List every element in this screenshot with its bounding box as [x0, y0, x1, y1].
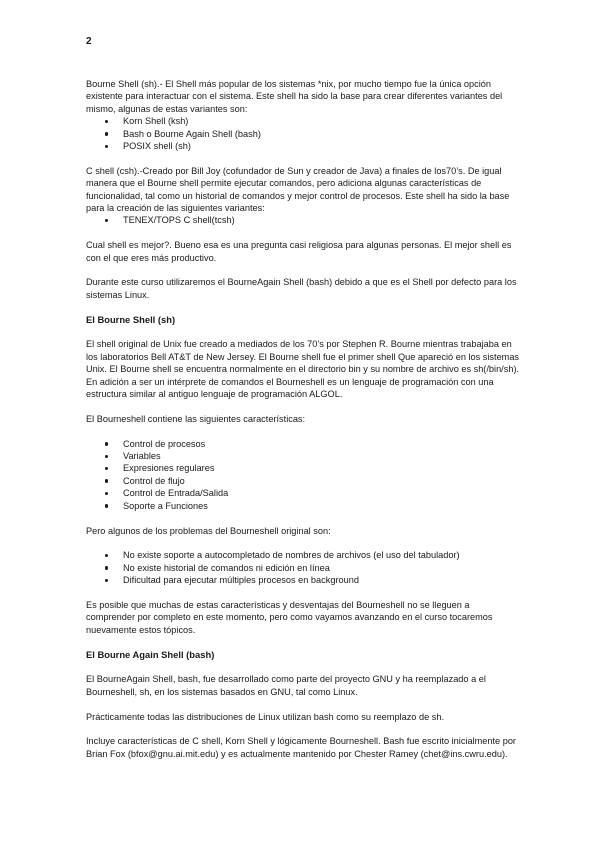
list-item: Control de flujo [123, 475, 520, 487]
course-note-paragraph: Durante este curso utilizaremos el BourneAgain Shell (bash) debido a que es el Shell por defecto para los sistemas Linux. [86, 277, 517, 300]
csh-variants-list [86, 214, 520, 226]
problems-intro: Pero algunos de los problemas del Bourneshell original son: [86, 525, 331, 536]
csh-intro-paragraph: C shell (csh).-Creado por Bill Joy (cofundador de Sun y creador de Java) a finales de los70’s. De igual manera que el Bourne shell permite ejecutar comandos, pero adiciona algunas características de funcionalidad, tal como un historial de comandos y mejor control de procesos. Este shell ha sido la base para la creación de las siguientes variantes: [86, 165, 510, 214]
bourne-paragraph: El shell original de Unix fue creado a mediados de los 70’s por Stephen R. Bourne mientras trabajaba en los laboratorios Bell AT&T de New Jersey. El Bourne shell fue el primer shell Que apareció en los sistemas Unix. El Bourne shell se encuentra normalmente en el directorio bin y su nombre de archivo es sh(/bin/sh). En adición a ser un intérprete de comandos el Bourneshell es un lenguaje de programación con una estructura similar al antiguo lenguaje de programación ALGOL. [86, 339, 520, 400]
which-best-paragraph: Cual shell es mejor?. Bueno esa es una pregunta casi religiosa para algunas personas. El mejor shell es con el que eres más productivo. [86, 240, 512, 263]
list-item: Dificultad para ejecutar múltiples procesos en background [123, 574, 520, 586]
page-number: 2 [86, 36, 92, 47]
list-item: POSIX shell (sh) [123, 140, 520, 152]
list-item: Expresiones regulares [123, 462, 520, 474]
list-item: TENEX/TOPS C shell(tcsh) [123, 214, 520, 226]
bourne-heading: El Bourne Shell (sh) [86, 313, 176, 325]
list-item: Bash o Bourne Again Shell (bash) [123, 128, 520, 140]
bash-heading: El Bourne Again Shell (bash) [86, 648, 215, 660]
list-item: Control de Entrada/Salida [123, 487, 520, 499]
list-item: Korn Shell (ksh) [123, 115, 520, 127]
bash-paragraph-1: El BourneAgain Shell, bash, fue desarrollado como parte del proyecto GNU y ha reemplazado a el Bourneshell, sh, en los sistemas basados en GNU, tal como Linux. [86, 674, 486, 697]
problems-list [86, 549, 520, 586]
list-item: Control de procesos [123, 438, 520, 450]
list-item: Soporte a Funciones [123, 500, 520, 512]
sh-variants-list [86, 115, 520, 152]
sh-intro-paragraph: Bourne Shell (sh).- El Shell más popular de los sistemas *nix, por mucho tiempo fue la única opción existente para interactuar con el sistema. Este shell ha sido la base para crear diferentes variantes del mismo, algunas de estas variantes son: [86, 79, 503, 114]
bash-paragraph-3: Incluye características de C shell, Korn Shell y lógicamente Bourneshell. Bash fue escrito inicialmente por Brian Fox (bfox@gnu.ai.mit.edu) y es actualmente mantenido por Chester Ramey (chet@ins.cwru.edu). [86, 736, 516, 759]
bourne-closing-paragraph: Es posible que muchas de estas características y desventajas del Bourneshell no se lleguen a comprender por completo en este momento, pero como vayamos avanzando en el curso tocaremos nuevamente estos tópicos. [86, 599, 493, 635]
features-list [86, 438, 520, 512]
features-intro: El Bourneshell contiene las siguientes características: [86, 413, 306, 424]
list-item: Variables [123, 450, 520, 462]
bash-paragraph-2: Prácticamente todas las distribuciones de Linux utilizan bash como su reemplazo de sh. [86, 711, 444, 722]
list-item: No existe historial de comandos ni edición en línea [123, 562, 520, 574]
list-item: No existe soporte a autocompletado de nombres de archivos (el uso del tabulador) [123, 549, 520, 561]
page-content [86, 78, 520, 773]
